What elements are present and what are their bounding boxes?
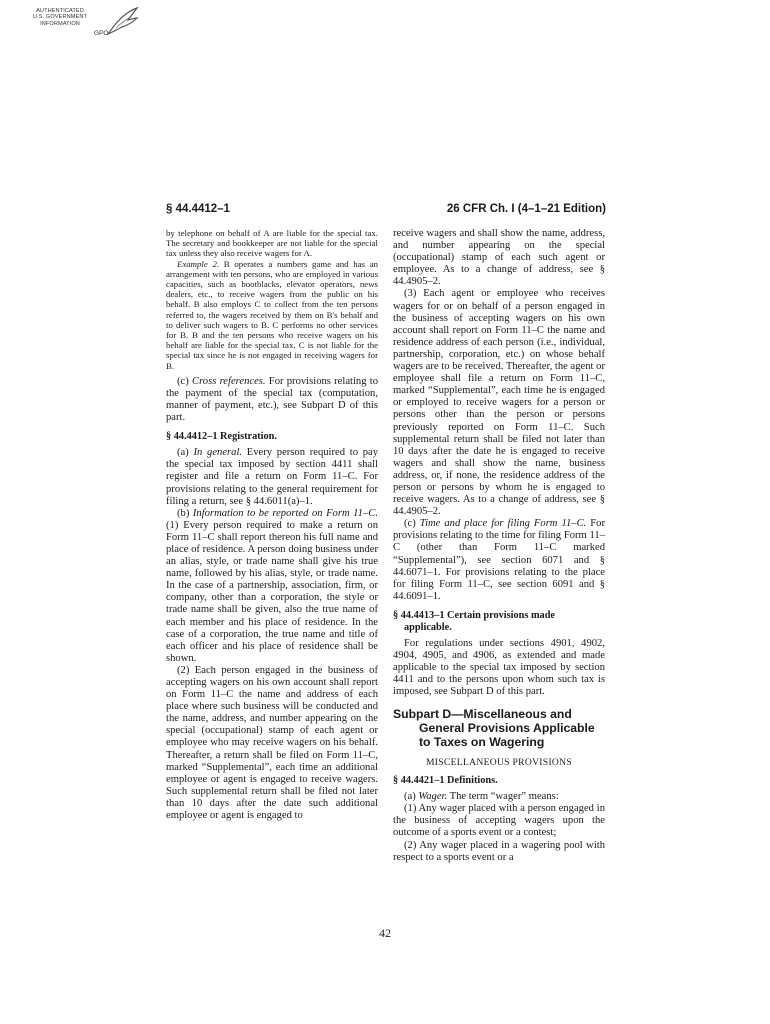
section-heading-line-2: applicable. xyxy=(404,621,452,633)
paragraph-text: B operates a numbers game and has an arrangement with ten persons, who are employed in various capacities, such as bootblacks, elevator operators, news dealers, etc., to receive wagers from the public on his behalf. B also employs C to collect from the ten persons referred to, the wagers received by them on B's behalf and to deliver such wagers to B. C performs no other services for B. B and the ten persons who receive wagers on his behalf are liable for the special tax. C is not liable for the special tax since he is not engaged in receiving wagers for B. xyxy=(166,258,378,371)
italic-label: In general. xyxy=(193,447,243,459)
gpo-authentication-logo xyxy=(30,4,142,46)
paragraph-text: The term “wager” means: xyxy=(447,791,559,803)
header-section: § 44.4412–1 xyxy=(166,203,230,215)
paragraph-prefix: (c) xyxy=(177,375,192,387)
paragraph: receive wagers and shall show the name, address, and number appearing on the special (occupational) stamp of each such agent or employee. As to a change of address, see § 44.4905–2. xyxy=(393,228,605,288)
miscellaneous-provisions-heading: MISCELLANEOUS PROVISIONS xyxy=(425,757,573,769)
paragraph-cross-references xyxy=(166,376,378,424)
subpart-heading xyxy=(393,708,605,749)
logo-line-1: AUTHENTICATED xyxy=(36,8,84,14)
section-heading: § 44.4421–1 Definitions. xyxy=(393,775,498,787)
paragraph-example-2 xyxy=(166,259,378,371)
paragraph-information xyxy=(166,508,378,665)
paragraph-prefix: (a) xyxy=(404,791,419,803)
section-heading xyxy=(393,610,605,634)
paragraph-prefix: (b) xyxy=(177,507,193,519)
italic-label: Cross references. xyxy=(192,375,266,387)
section-heading: § 44.4412–1 Registration. xyxy=(166,431,277,443)
header-title: 26 CFR Ch. I (4–1–21 Edition) xyxy=(446,203,606,215)
paragraph: (3) Each agent or employee who receives wagers for or on behalf of a person engaged in the business of accepting wagers on his own account shall report on Form 11–C the name and residence address of each person (i.e., individual, partnership, corporation, etc.) on whose behalf wagers are to be received. Thereafter, the agent or employee shall file a return on Form 11–C, marked “Supplemental”, each time he is engaged or employed to receive wagers for a person or persons other than the person or persons previously reported on Form 11–C. Such supplemental return shall be filed not later than 10 days after the date he is engaged to receive wagers and shall show the name, business address, or, if none, the residence address of the person or persons by whom he is engaged to receive wagers. As to a change of address, see § 44.4905–2. xyxy=(393,288,605,518)
section-heading-line-1: § 44.4413–1 Certain provisions made xyxy=(393,609,555,621)
page-number: 42 xyxy=(379,926,391,940)
paragraph-prefix: (c) xyxy=(404,518,420,530)
paragraph-prefix: (a) xyxy=(177,447,194,459)
paragraph: by telephone on behalf of A are liable for the special tax. The secretary and bookkeeper are not liable for the special tax unless they also receive wagers for A. xyxy=(166,228,378,259)
paragraph: (1) Any wager placed with a person engaged in the business of accepting wagers upon the outcome of a sports event or a contest; xyxy=(393,803,605,839)
paragraph: (2) Any wager placed in a wagering pool with respect to a sports event or a xyxy=(393,839,605,863)
subpart-heading-line-2: General Provisions Applicable xyxy=(419,720,595,735)
paragraph-wager xyxy=(393,791,605,803)
logo-line-3: INFORMATION xyxy=(40,20,80,27)
subpart-heading-line-3: to Taxes on Wagering xyxy=(419,734,545,749)
italic-label: Time and place for filing Form 11–C. xyxy=(419,518,587,530)
subpart-heading-line-1: Subpart D—Miscellaneous and xyxy=(393,707,572,722)
running-header xyxy=(166,203,606,219)
eagle-icon xyxy=(104,4,140,40)
paragraph-text: For provisions relating to the time for filing Form 11–C (other than Form 11–C marked “Supplemental”), see section 6071 and § 44.6071–1. For provisions relating to the place for filing Form 11–C, see section 6091 and § 44.6091–1. xyxy=(393,518,605,602)
paragraph-text: (1) Every person required to make a return on Form 11–C shall report thereon his full name and place of residence. A person doing business under an alias, style, or trade name shall give his true name, followed by his alias, style, or trade name. In the case of a partnership, association, firm, or company, other than a corporation, the style or trade name shall be given, also the true name of each member and his place of residence. In the case of a corporation, the true name and title of each officer and his place of residence shall be shown. xyxy=(166,519,378,664)
italic-label: Information to be reported on Form 11–C. xyxy=(192,507,378,519)
paragraph-text: For provisions relating to the payment of the special tax (computation, manner of payment, etc.), see Subpart D of this part. xyxy=(166,375,378,424)
paragraph-time-and-place xyxy=(393,518,605,603)
logo-text xyxy=(30,8,90,27)
italic-label: Wager. xyxy=(418,791,448,803)
left-column xyxy=(166,228,378,822)
paragraph-text: Every person required to pay the special tax imposed by section 4411 shall register and file a return on Form 11–C. For provisions relating to the general requirement for filing a return, see § 44.6011(a)–1. xyxy=(166,447,379,507)
paragraph: For regulations under sections 4901, 4902, 4904, 4905, and 4906, as extended and made applicable to the special tax imposed by section 4411 and to the persons upon whom such tax is imposed, see Subpart D of this part. xyxy=(393,637,605,698)
paragraph-in-general xyxy=(166,447,378,507)
italic-label: Example 2. xyxy=(177,258,220,269)
logo-gpo: GPO xyxy=(94,30,109,37)
paragraph: (2) Each person engaged in the business of accepting wagers on his own account shall report on Form 11–C the name and address of each place where such business will be conducted and the name, address, and number appearing on the special (occupational) stamp of each agent or employee who may receive wagers on his behalf. Thereafter, a return shall be filed on Form 11–C, marked “Supplemental”, each time an additional employee or agent is engaged to receive wagers. Such supplemental return shall be filed not later than 10 days after the date such additional employee or agent is engaged to xyxy=(166,664,378,822)
logo-line-2: U.S. GOVERNMENT xyxy=(32,14,88,21)
right-column xyxy=(393,228,605,864)
